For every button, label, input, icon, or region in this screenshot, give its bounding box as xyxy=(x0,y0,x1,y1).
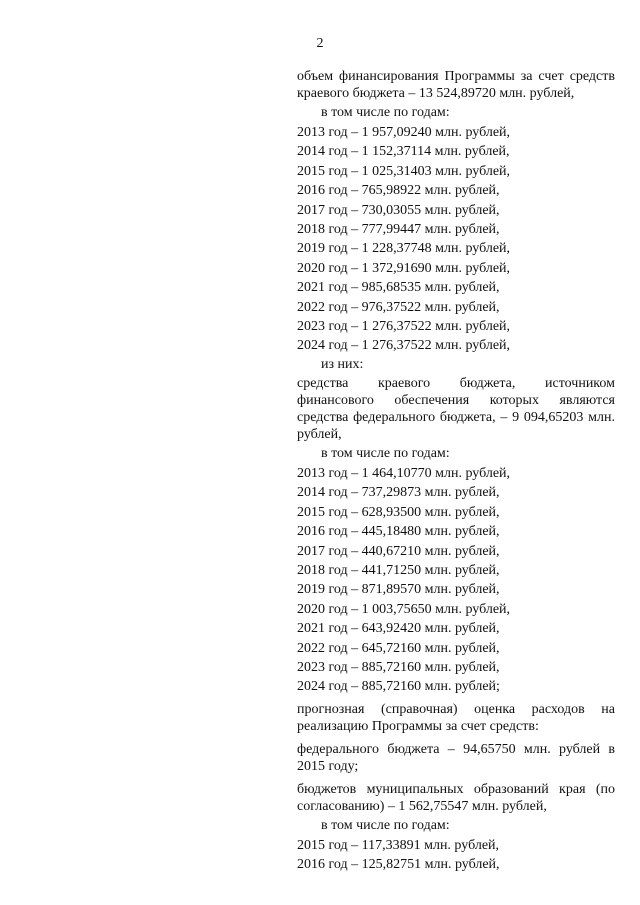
year-line: 2019 год – 871,89570 млн. рублей, xyxy=(297,582,500,598)
year-line: 2020 год – 1 003,75650 млн. рублей, xyxy=(297,601,511,617)
municipal-paragraph: бюджетов муниципальных образований края (по согласованию) – 1 562,75547 млн. рублей, xyxy=(297,781,615,814)
year-line: 2016 год – 765,98922 млн. рублей, xyxy=(297,183,500,199)
year-list-municipal xyxy=(297,836,615,875)
year-line: 2018 год – 777,99447 млн. рублей, xyxy=(297,222,500,238)
year-line: 2015 год – 117,33891 млн. рублей, xyxy=(297,837,500,853)
year-line: 2024 год – 1 276,37522 млн. рублей, xyxy=(297,338,511,354)
of-them-label: из них: xyxy=(321,356,364,372)
federal-budget-paragraph: федерального бюджета – 94,65750 млн. рублей в 2015 году; xyxy=(297,741,615,774)
year-line: 2015 год – 1 025,31403 млн. рублей, xyxy=(297,163,511,179)
year-line: 2023 год – 885,72160 млн. рублей, xyxy=(297,659,500,675)
year-list-regional xyxy=(297,123,615,356)
year-line: 2022 год – 645,72160 млн. рублей, xyxy=(297,640,500,656)
year-line: 2017 год – 440,67210 млн. рублей, xyxy=(297,543,500,559)
page-number: 2 xyxy=(316,36,324,51)
year-line: 2013 год – 1 464,10770 млн. рублей, xyxy=(297,465,511,481)
by-years-label: в том числе по годам: xyxy=(321,105,450,120)
year-line: 2014 год – 1 152,37114 млн. рублей, xyxy=(297,144,510,160)
year-line: 2018 год – 441,71250 млн. рублей, xyxy=(297,562,500,578)
by-years-label: в том числе по годам: xyxy=(321,445,450,461)
year-line: 2014 год – 737,29873 млн. рублей, xyxy=(297,485,500,501)
forecast-paragraph: прогнозная (справочная) оценка расходов на реализацию Программы за счет средств: xyxy=(297,701,615,734)
year-line: 2021 год – 985,68535 млн. рублей, xyxy=(297,280,500,296)
year-line: 2022 год – 976,37522 млн. рублей, xyxy=(297,299,500,315)
intro-paragraph: объем финансирования Программы за счет средств краевого бюджета – 13 524,89720 млн. рублей, xyxy=(297,69,615,101)
year-line: 2016 год – 125,82751 млн. рублей, xyxy=(297,857,500,873)
year-line: 2020 год – 1 372,91690 млн. рублей, xyxy=(297,260,511,276)
year-line: 2019 год – 1 228,37748 млн. рублей, xyxy=(297,241,511,257)
year-line: 2023 год – 1 276,37522 млн. рублей, xyxy=(297,319,511,335)
federal-source-paragraph: средства краевого бюджета, источником финансового обеспечения которых являются средства федерального бюджета, – 9 094,65203 млн. рублей, xyxy=(297,375,615,442)
year-list-federal-source xyxy=(297,464,615,697)
year-line: 2017 год – 730,03055 млн. рублей, xyxy=(297,202,500,218)
by-years-label: в том числе по годам: xyxy=(321,817,450,833)
year-line: 2015 год – 628,93500 млн. рублей, xyxy=(297,504,500,520)
document-body xyxy=(297,68,615,875)
year-line: 2013 год – 1 957,09240 млн. рублей, xyxy=(297,125,511,140)
year-line: 2016 год – 445,18480 млн. рублей, xyxy=(297,524,500,540)
year-line: 2024 год – 885,72160 млн. рублей; xyxy=(297,679,500,695)
year-line: 2021 год – 643,92420 млн. рублей, xyxy=(297,621,500,637)
